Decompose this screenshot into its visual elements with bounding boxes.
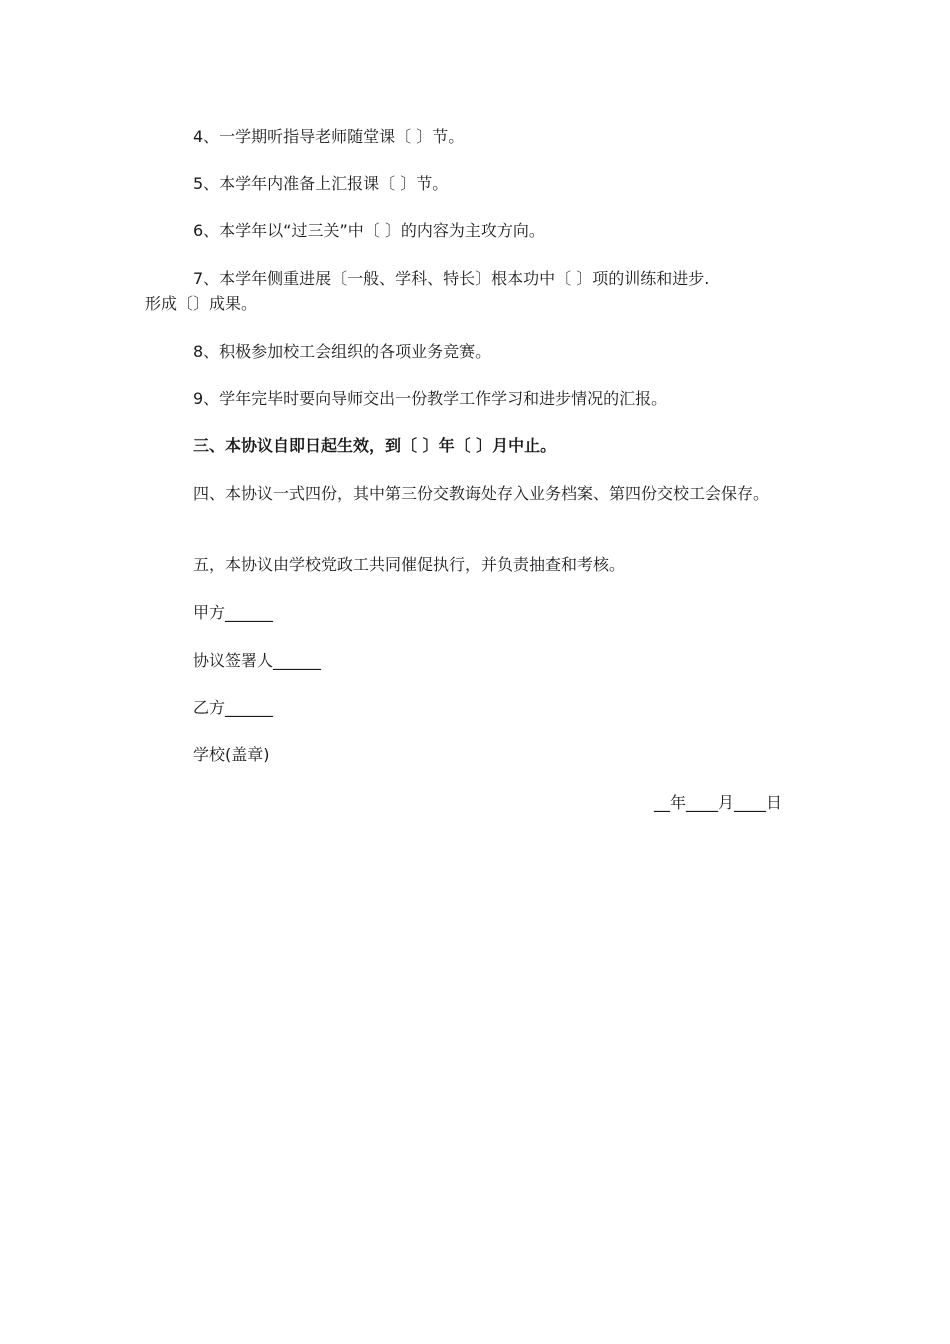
item-6: 6、本学年以“过三关”中〔 〕的内容为主攻方向。: [193, 221, 545, 240]
date-line: __年____月____日: [654, 793, 783, 812]
item-5: 5、本学年内准备上汇报课〔 〕节。: [193, 174, 449, 193]
signer-signature: 协议签署人______: [193, 651, 322, 670]
section-three-heading: 三、本协议自即日起生效，到〔 〕年〔 〕月中止。: [193, 436, 557, 455]
section-five-paragraph: 五，本协议由学校党政工共同催促执行，并负责抽查和考核。: [193, 555, 626, 574]
party-a-signature: 甲方______: [193, 603, 274, 622]
item-8: 8、积极参加校工会组织的各项业务竞赛。: [193, 342, 492, 361]
item-9: 9、学年完毕时要向导师交出一份教学工作学习和进步情况的汇报。: [193, 389, 668, 408]
item-7-line-2: 形成〔〕成果。: [145, 294, 258, 313]
item-7-line-1: 7、本学年侧重进展〔一般、学科、特长〕根本功中〔 〕项的训练和进步.: [193, 269, 710, 288]
party-b-signature: 乙方______: [193, 698, 274, 717]
item-4: 4、一学期听指导老师随堂课〔 〕节。: [193, 127, 465, 146]
section-four-paragraph: 四、本协议一式四份，其中第三份交教诲处存入业务档案、第四份交校工会保存。: [193, 484, 770, 503]
school-seal-label: 学校(盖章): [193, 745, 270, 764]
